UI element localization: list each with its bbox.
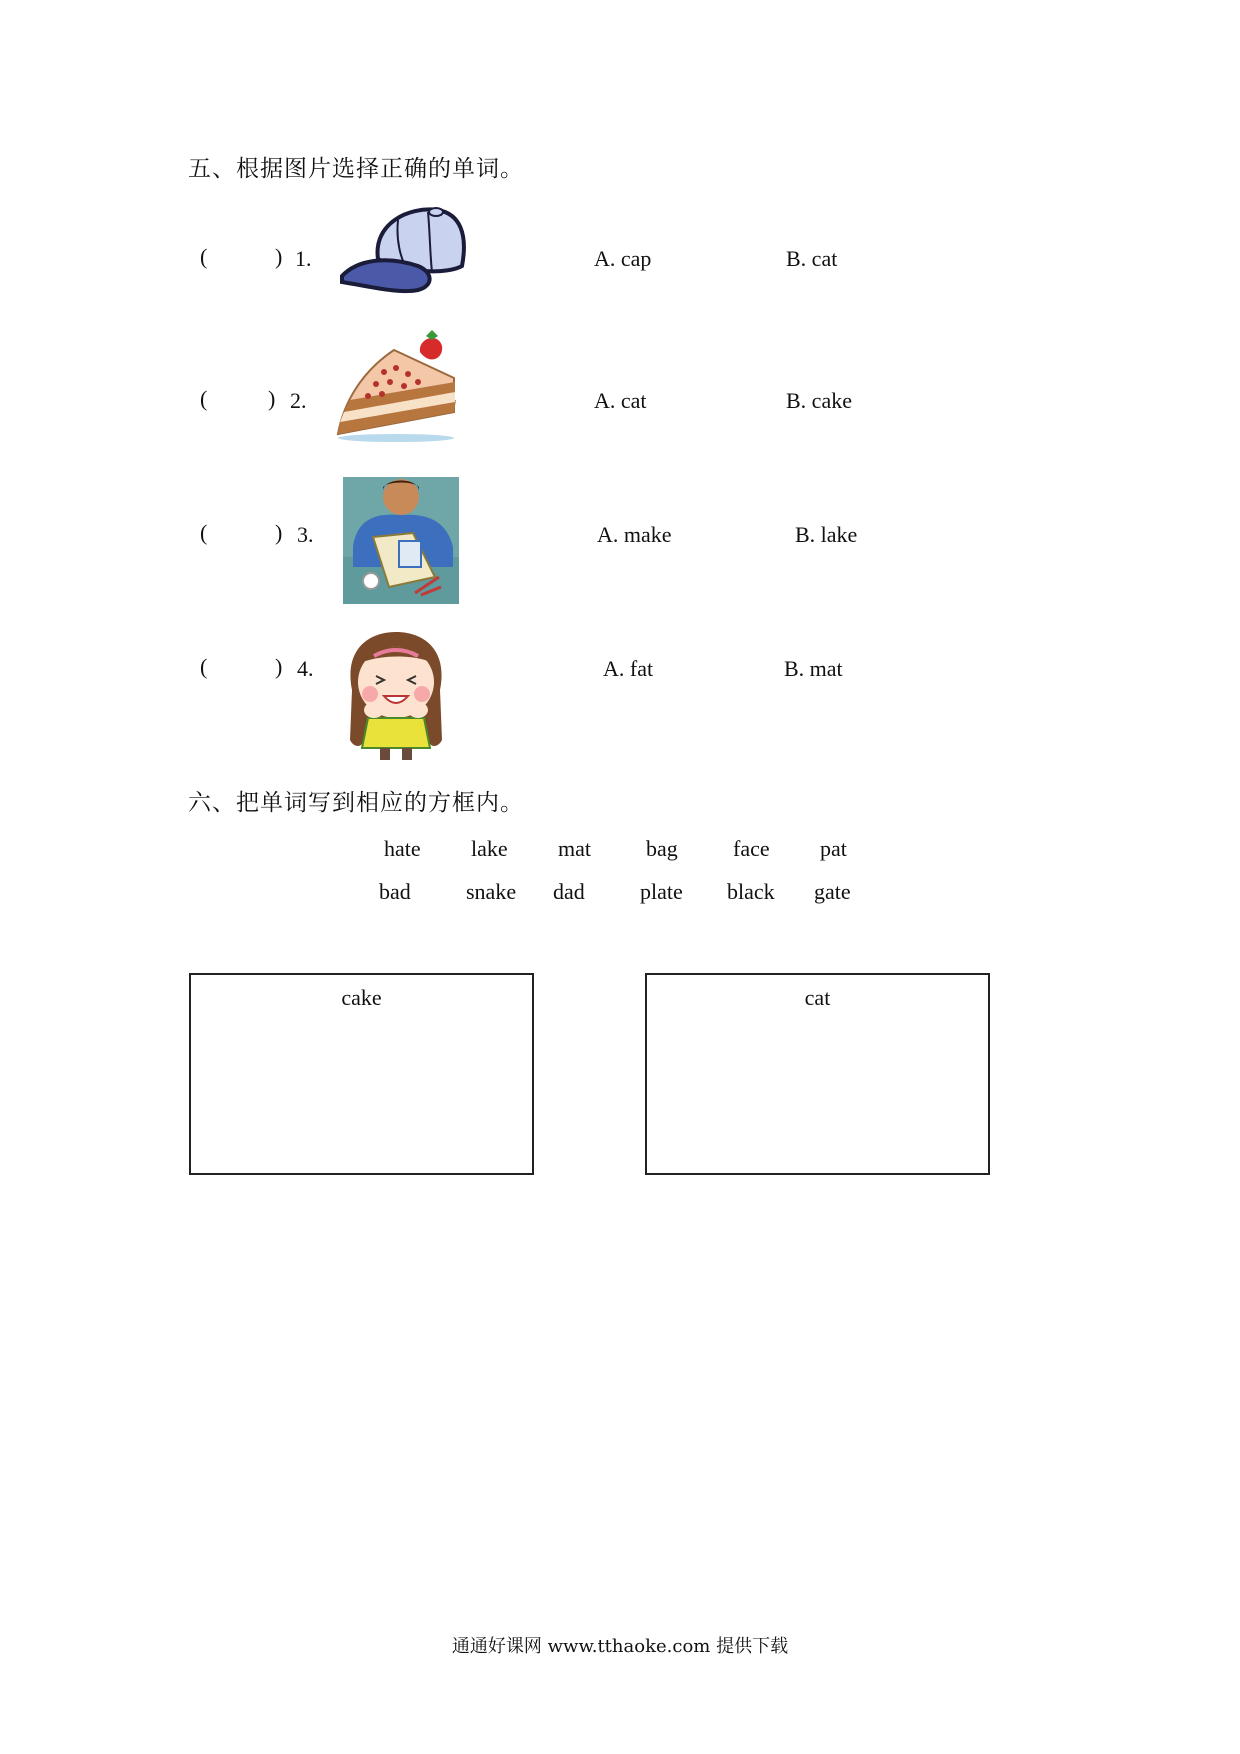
word-bank-item: lake <box>471 836 508 861</box>
word-bank-item: hate <box>384 836 421 861</box>
q2-option-b: B. cake <box>786 388 852 413</box>
q2-bracket-right: ) <box>268 386 276 411</box>
q4-option-b: B. mat <box>784 656 843 681</box>
answer-box-cat[interactable] <box>645 973 990 1175</box>
section5-title: 五、根据图片选择正确的单词。 <box>188 156 524 182</box>
q4-bracket-right: ) <box>275 654 283 679</box>
q1-bracket-left: ( <box>200 244 208 269</box>
word-bank-item: plate <box>640 879 683 904</box>
word-bank-item: black <box>727 879 775 904</box>
q2-bracket-left: ( <box>200 386 208 411</box>
girl-icon <box>338 630 454 762</box>
cake-icon <box>334 330 462 442</box>
section6-title: 六、把单词写到相应的方框内。 <box>188 790 524 816</box>
q3-number: 3. <box>297 522 314 547</box>
q4-number: 4. <box>297 656 314 681</box>
q1-option-b: B. cat <box>786 246 838 271</box>
word-bank-item: face <box>733 836 770 861</box>
cap-icon <box>338 204 468 296</box>
q2-number: 2. <box>290 388 307 413</box>
q1-bracket-right: ) <box>275 244 283 269</box>
q3-option-a: A. make <box>597 522 672 547</box>
q2-option-a: A. cat <box>594 388 647 413</box>
word-bank-item: pat <box>820 836 847 861</box>
word-bank-item: bad <box>379 879 411 904</box>
q1-number: 1. <box>295 246 312 271</box>
boy-making-card-icon <box>343 477 459 604</box>
word-bank-item: mat <box>558 836 591 861</box>
q3-bracket-left: ( <box>200 520 208 545</box>
q1-option-a: A. cap <box>594 246 652 271</box>
box-label: cake <box>341 985 382 1010</box>
box-label: cat <box>804 985 831 1010</box>
q4-bracket-left: ( <box>200 654 208 679</box>
q3-bracket-right: ) <box>275 520 283 545</box>
footer-text: 通通好课网 www.tthaoke.com 提供下载 <box>451 1636 789 1657</box>
word-bank-item: gate <box>814 879 851 904</box>
q3-option-b: B. lake <box>795 522 858 547</box>
word-bank-item: dad <box>553 879 585 904</box>
answer-box-cake[interactable] <box>189 973 534 1175</box>
q4-option-a: A. fat <box>603 656 654 681</box>
word-bank-item: snake <box>466 879 517 904</box>
word-bank-item: bag <box>646 836 678 861</box>
